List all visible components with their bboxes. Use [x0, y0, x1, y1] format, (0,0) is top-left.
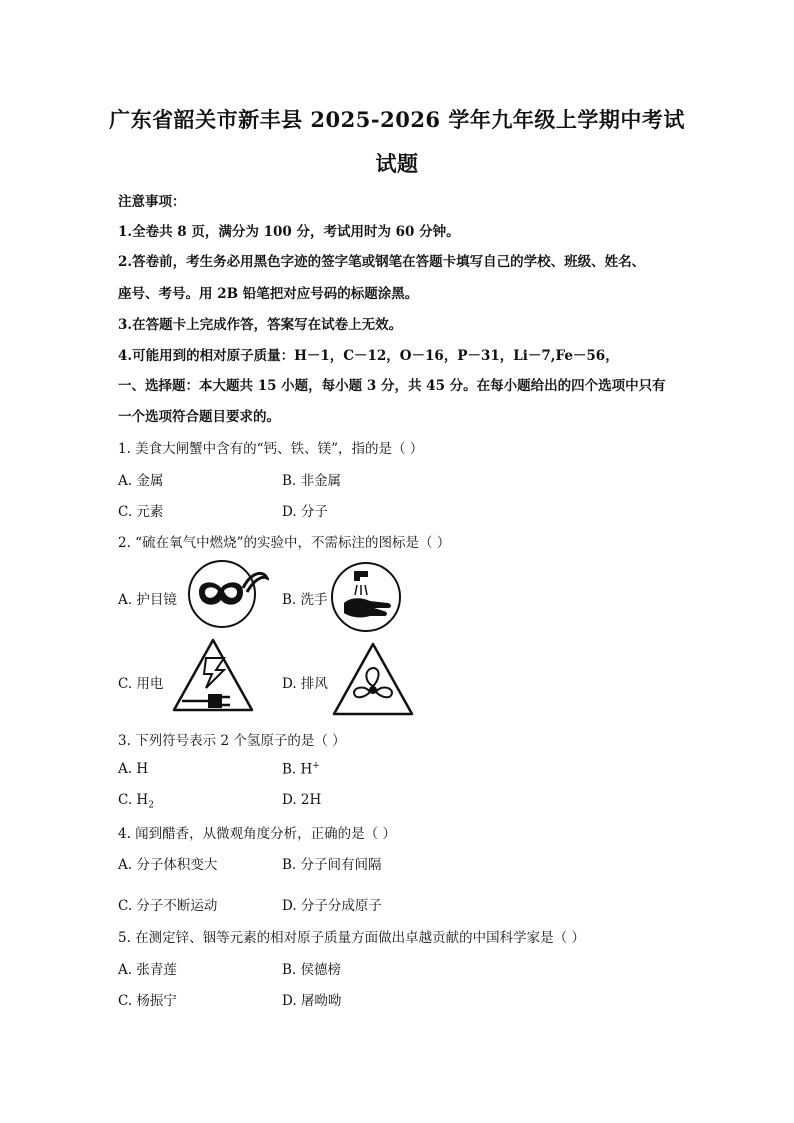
q3-option-a: A. H	[118, 761, 149, 777]
q5-option-c: C. 杨振宁	[118, 993, 177, 1009]
q1-stem: 1. 美食大闸蟹中含有的“钙、铁、镁”，指的是（ ）	[118, 441, 424, 457]
q1-option-d: D. 分子	[282, 504, 328, 520]
notice-item-2a: 2.答卷前，考生务必用黑色字迹的签字笔或钢笔在答题卡填写自己的学校、班级、姓名、	[118, 254, 646, 270]
q3-option-c-base: C. H	[118, 792, 149, 808]
notice-item-1: 1.全卷共 8 页，满分为 100 分，考试用时为 60 分钟。	[118, 224, 460, 240]
q5-stem: 5. 在测定锌、铟等元素的相对原子质量方面做出卓越贡献的中国科学家是（ ）	[118, 930, 585, 946]
q3-option-d: D. 2H	[282, 792, 322, 808]
q4-stem: 4. 闻到醋香，从微观角度分析，正确的是（ ）	[118, 826, 396, 842]
notice-heading: 注意事项：	[118, 194, 186, 210]
q1-option-b: B. 非金属	[282, 473, 342, 489]
q2-option-a: A. 护目镜	[118, 592, 177, 608]
q5-option-b: B. 侯德榜	[282, 962, 342, 978]
exam-title-line2: 试题	[375, 151, 419, 176]
q2-option-c: C. 用电	[118, 676, 164, 692]
q2-option-d: D. 排风	[282, 676, 328, 692]
goggles-icon	[181, 558, 269, 630]
q4-option-b: B. 分子间有间隔	[282, 857, 382, 873]
q3-option-b	[282, 761, 320, 778]
q5-option-d: D. 屠呦呦	[282, 993, 342, 1009]
section1-line1: 一、选择题：本大题共 15 小题，每小题 3 分，共 45 分。在每小题给出的四个选项中只有	[118, 378, 666, 394]
q2-option-b: B. 洗手	[282, 592, 328, 608]
q4-option-a: A. 分子体积变大	[118, 857, 218, 873]
notice-item-3: 3.在答题卡上完成作答，答案写在试卷上无效。	[118, 317, 403, 333]
exam-title-line1: 广东省韶关市新丰县 2025-2026 学年九年级上学期中考试	[109, 107, 685, 132]
notice-item-2b: 座号、考号。用 2B 铅笔把对应号码的标题涂黑。	[118, 286, 419, 302]
exhaust-fan-icon	[330, 640, 416, 718]
q5-option-a: A. 张青莲	[118, 962, 177, 978]
section1-line2: 一个选项符合题目要求的。	[118, 409, 280, 425]
q3-stem: 3. 下列符号表示 2 个氢原子的是（ ）	[118, 733, 346, 749]
q3-option-c	[118, 792, 154, 811]
q4-option-d: D. 分子分成原子	[282, 898, 382, 914]
q3-option-c-sub: 2	[148, 800, 154, 811]
hand-wash-icon	[330, 561, 402, 633]
electric-hazard-icon	[170, 636, 256, 716]
notice-item-4: 4.可能用到的相对原子质量：H－1，C－12，O－16，P－31，Li－7,Fe－56，	[118, 348, 619, 364]
q3-option-b-base: B. H	[282, 761, 313, 778]
q3-option-b-sup: +	[312, 761, 320, 771]
q1-option-c: C. 元素	[118, 504, 164, 520]
q4-option-c: C. 分子不断运动	[118, 898, 218, 914]
q1-option-a: A. 金属	[118, 473, 164, 489]
q2-stem: 2. “硫在氧气中燃烧”的实验中，不需标注的图标是（ ）	[118, 535, 451, 551]
